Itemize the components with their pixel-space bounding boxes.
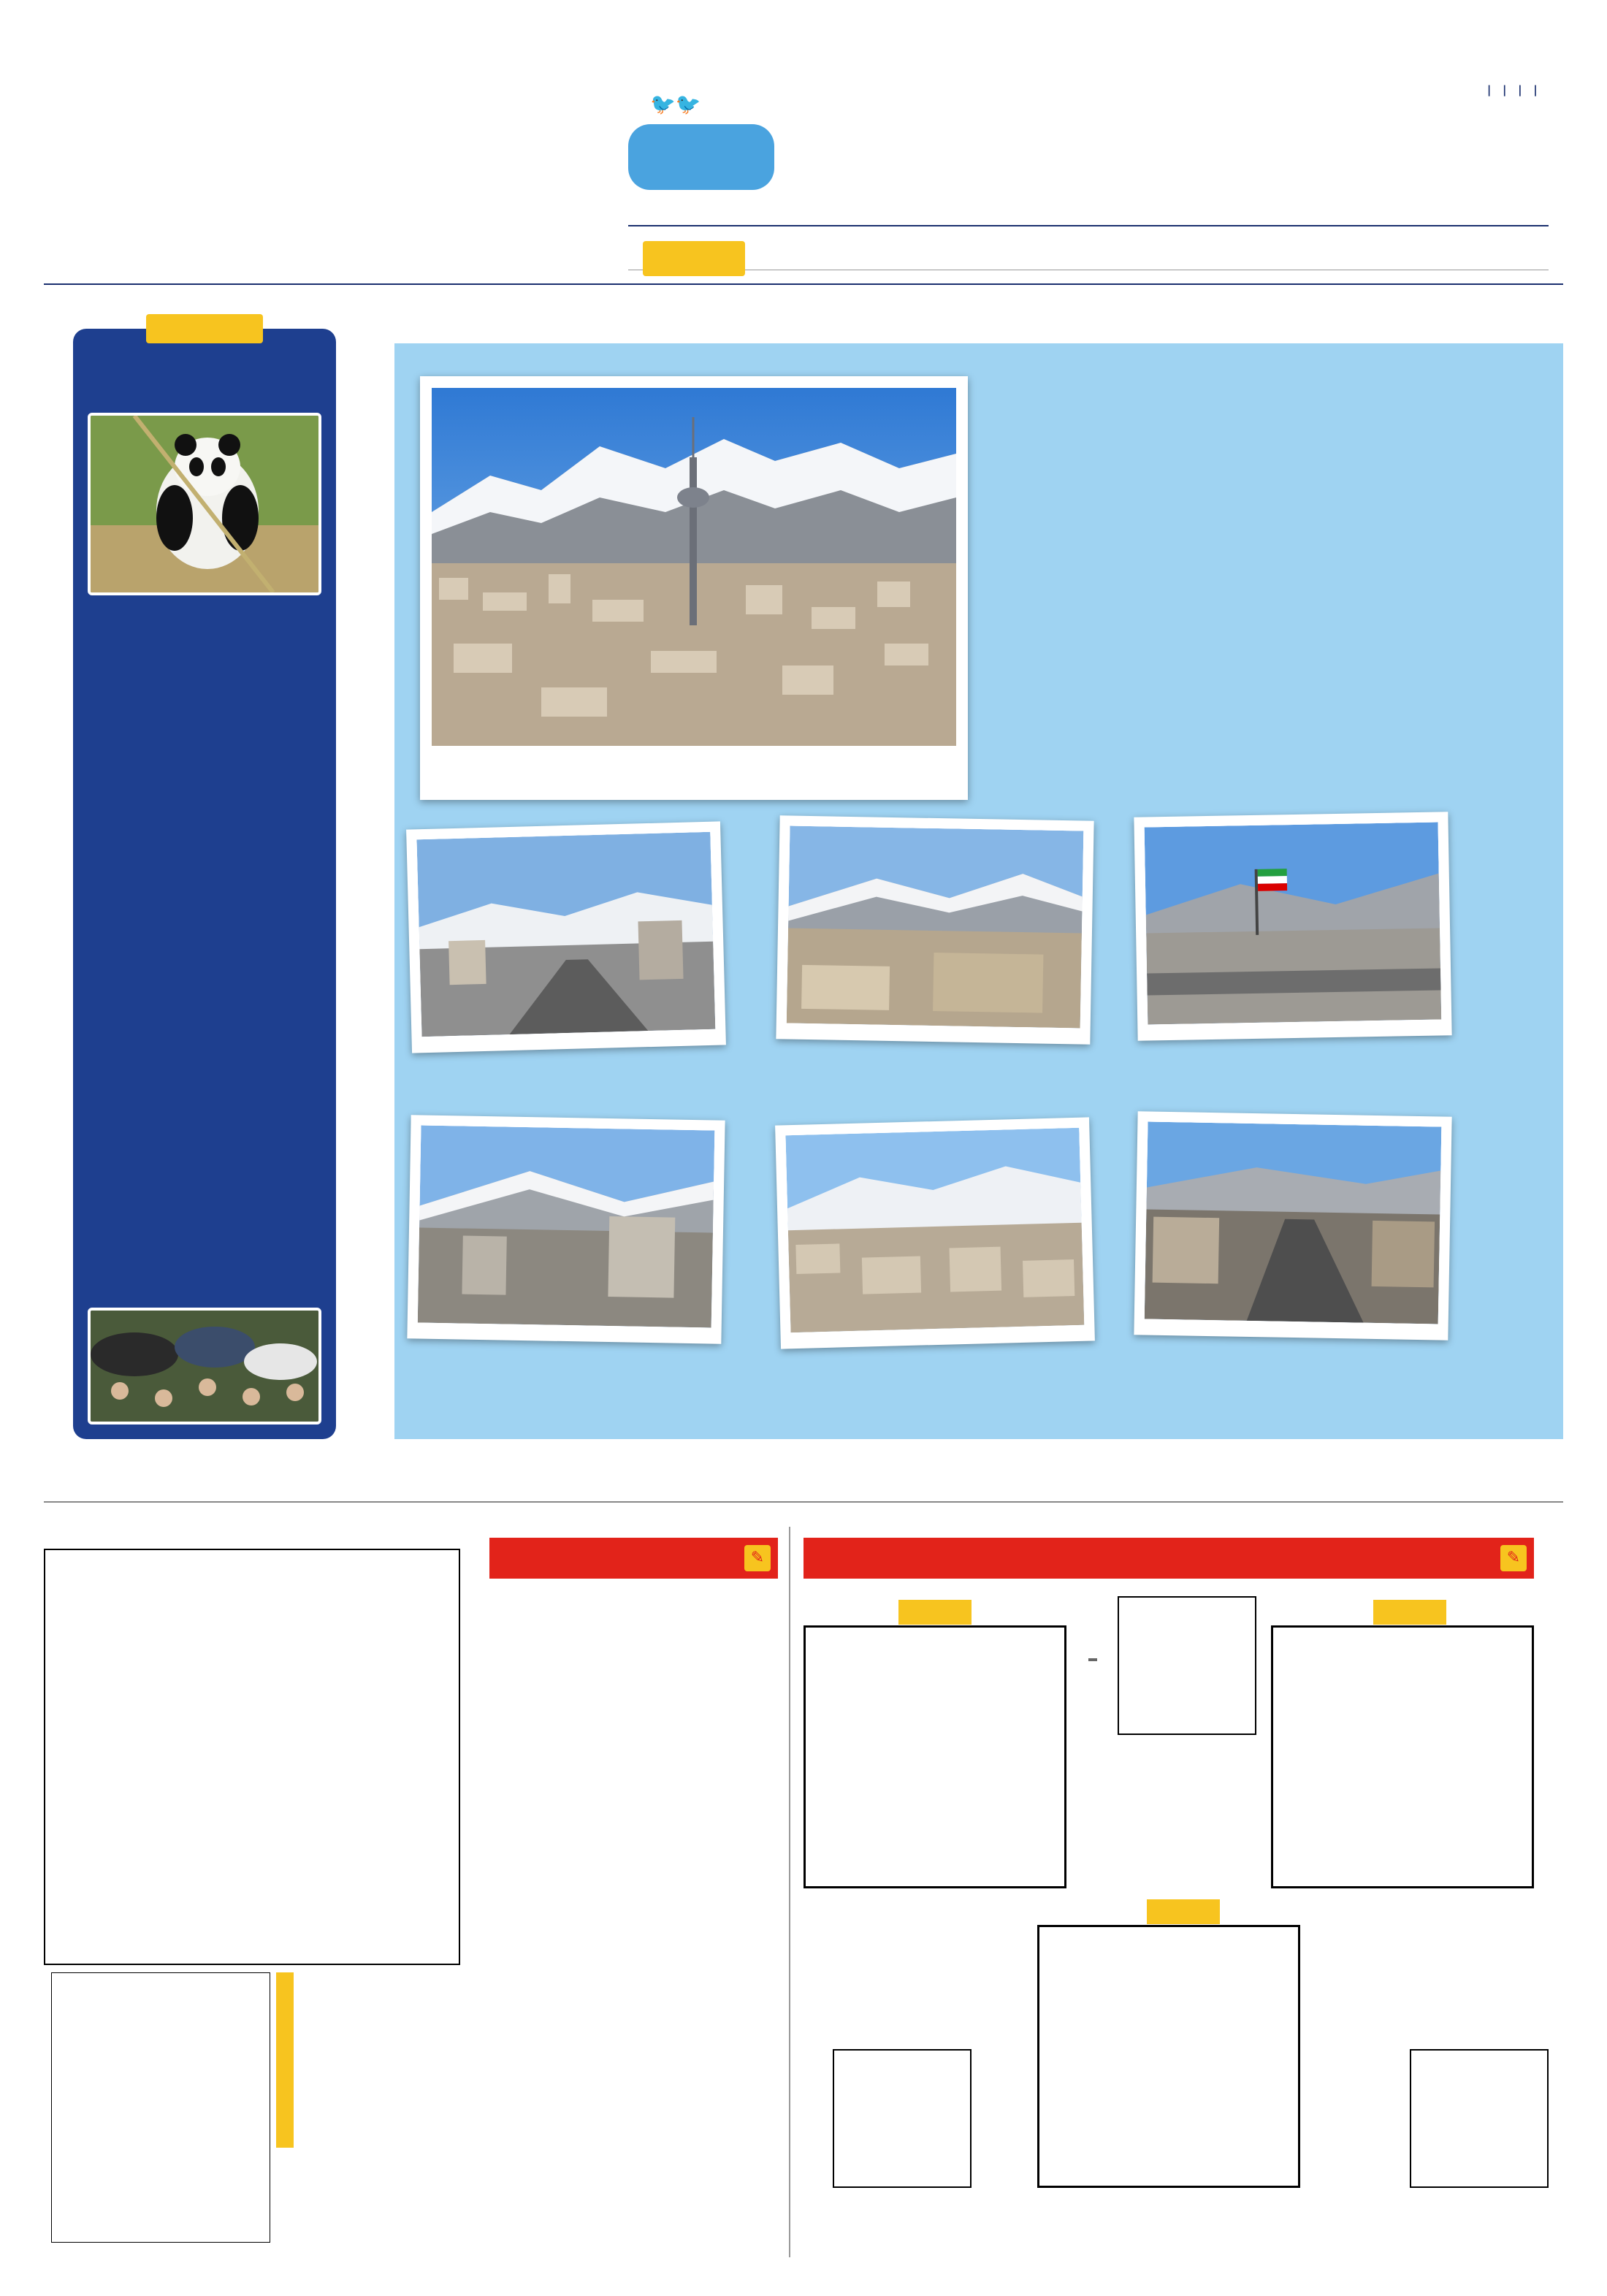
mini-grid-answer: [833, 2049, 972, 2188]
photo-credit: [358, 336, 380, 628]
milad-tower-photo: [432, 388, 956, 746]
photo-caption: [787, 1029, 1080, 1034]
crossword-header: [489, 1538, 778, 1579]
crossword-row-numbers: [465, 1549, 485, 1965]
birds-icon: 🐦🐦: [650, 92, 701, 116]
sidebar-tab: [146, 314, 263, 343]
label-hard: [898, 1600, 972, 1625]
north-tehran-photo: [785, 1128, 1084, 1332]
logo[interactable]: [628, 92, 1402, 190]
contact-strip: [628, 225, 1549, 270]
photo-azadi: [1134, 812, 1451, 1040]
clues-down: [489, 1593, 628, 1597]
mini-grid-answer: [1410, 2049, 1549, 2188]
masthead: [58, 83, 1549, 278]
azadi-square-photo: [1145, 823, 1442, 1025]
crossword-grid[interactable]: [44, 1549, 460, 1965]
mini-label: [1088, 1658, 1097, 1661]
photo-caption: [418, 1328, 711, 1333]
rooftops-photo: [787, 826, 1084, 1029]
puzzle-icon: ✎: [1500, 1545, 1527, 1571]
crowd-photo: [88, 1308, 321, 1424]
quote-box: [628, 124, 774, 190]
photo-caption: [422, 1035, 716, 1043]
previous-solution-grid: [51, 1972, 270, 2243]
panda-photo: [88, 413, 321, 595]
photo-north-tehran: [775, 1117, 1095, 1349]
puzzle-icon: ✎: [744, 1545, 771, 1571]
sidebar-panda: [73, 329, 336, 1439]
photo-caption: [1148, 1025, 1441, 1030]
section-divider: [44, 1501, 1563, 1503]
sudoku-hard[interactable]: [804, 1625, 1066, 1888]
traffic-photo: [418, 1126, 715, 1328]
label-medium: [1147, 1899, 1220, 1924]
sudoku-easy[interactable]: [1271, 1625, 1534, 1888]
hero-photo-frame: [420, 376, 968, 800]
street-traffic-photo: [1145, 1122, 1442, 1324]
sudoku-medium[interactable]: [1037, 1925, 1300, 2188]
staff-list: [58, 95, 614, 278]
crossword-column-numbers: [44, 1525, 460, 1546]
clues-across: [635, 1593, 778, 1595]
photo-water-sign: [407, 1115, 725, 1343]
previous-solution-label: [276, 1972, 294, 2148]
photo-rooftops: [776, 815, 1093, 1044]
photo-caption: [791, 1331, 1085, 1339]
header-rule: [44, 283, 1563, 285]
column-separator: [789, 1527, 790, 2257]
label-easy: [1373, 1600, 1446, 1625]
mini-grid-answer: [1118, 1596, 1256, 1735]
logo-wordmark: [694, 91, 1424, 186]
photo-highway: [406, 821, 726, 1053]
issue-line: | | | |: [1483, 83, 1541, 96]
highway-photo: [416, 832, 715, 1037]
photo-street-traffic: [1134, 1111, 1451, 1340]
photo-caption: [1145, 1324, 1438, 1330]
page-tab: [643, 241, 745, 276]
sudoku-header: [804, 1538, 1534, 1579]
